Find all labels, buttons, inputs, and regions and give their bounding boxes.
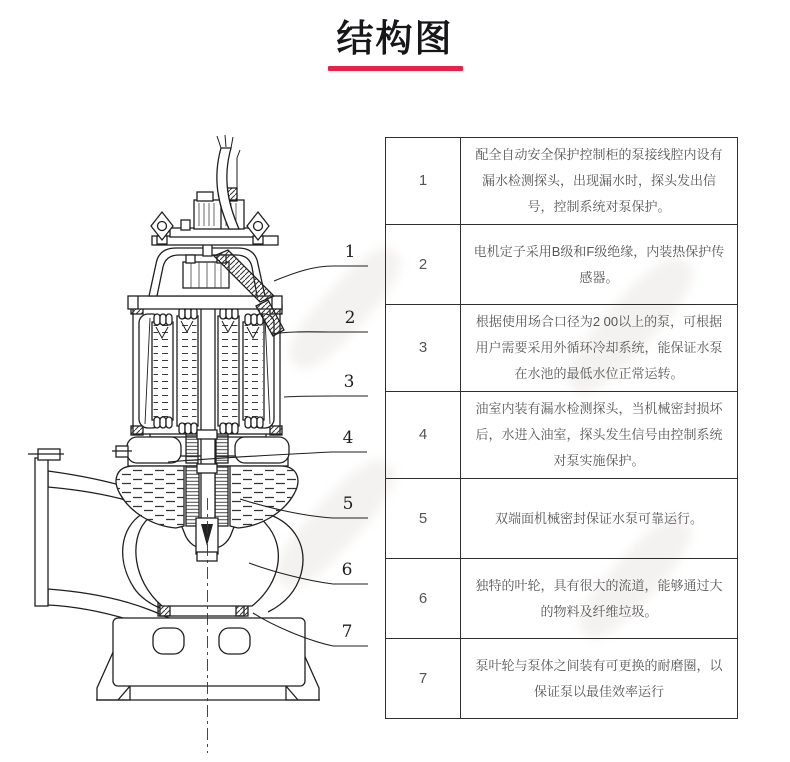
table-row bbox=[386, 559, 738, 639]
row-number: 6 bbox=[386, 559, 461, 639]
table-row bbox=[386, 479, 738, 559]
table-row bbox=[386, 639, 738, 719]
table-row bbox=[386, 305, 738, 392]
row-number: 5 bbox=[386, 479, 461, 559]
row-description: 油室内装有漏水检测探头，当机械密封损坏后，水进入油室，探头发生信号由控制系统对泵实施保护。 bbox=[461, 392, 738, 479]
row-description: 配全自动安全保护控制柜的泵接线腔内设有漏水检测探头，出现漏水时，探头发出信号，控制系统对泵保护。 bbox=[461, 138, 738, 225]
row-description: 电机定子采用B级和F级绝缘，内装热保护传感器。 bbox=[461, 225, 738, 305]
table-row bbox=[386, 138, 738, 225]
callout-2: 2 bbox=[344, 308, 356, 328]
row-number: 7 bbox=[386, 639, 461, 719]
callout-7: 7 bbox=[341, 622, 353, 642]
table-row bbox=[386, 392, 738, 479]
callout-5: 5 bbox=[342, 494, 354, 514]
row-number: 2 bbox=[386, 225, 461, 305]
page-title: 结构图 bbox=[336, 18, 454, 59]
callout-6: 6 bbox=[341, 560, 353, 580]
row-number: 4 bbox=[386, 392, 461, 479]
callout-4: 4 bbox=[342, 428, 354, 448]
row-number: 3 bbox=[386, 305, 461, 392]
table-row bbox=[386, 225, 738, 305]
row-description: 泵叶轮与泵体之间装有可更换的耐磨圈，以保证泵以最佳效率运行 bbox=[461, 639, 738, 719]
row-description: 双端面机械密封保证水泵可靠运行。 bbox=[461, 479, 738, 559]
row-description: 根据使用场合口径为2 00以上的泵，可根据用户需要采用外循环冷却系统，能保证水泵在水池的最低水位正常运转。 bbox=[461, 305, 738, 392]
callout-1: 1 bbox=[344, 242, 356, 262]
row-number: 1 bbox=[386, 138, 461, 225]
callout-3: 3 bbox=[343, 372, 355, 392]
row-description: 独特的叶轮，具有很大的流道，能够通过大的物料及纤维垃圾。 bbox=[461, 559, 738, 639]
spec-table bbox=[385, 137, 738, 719]
